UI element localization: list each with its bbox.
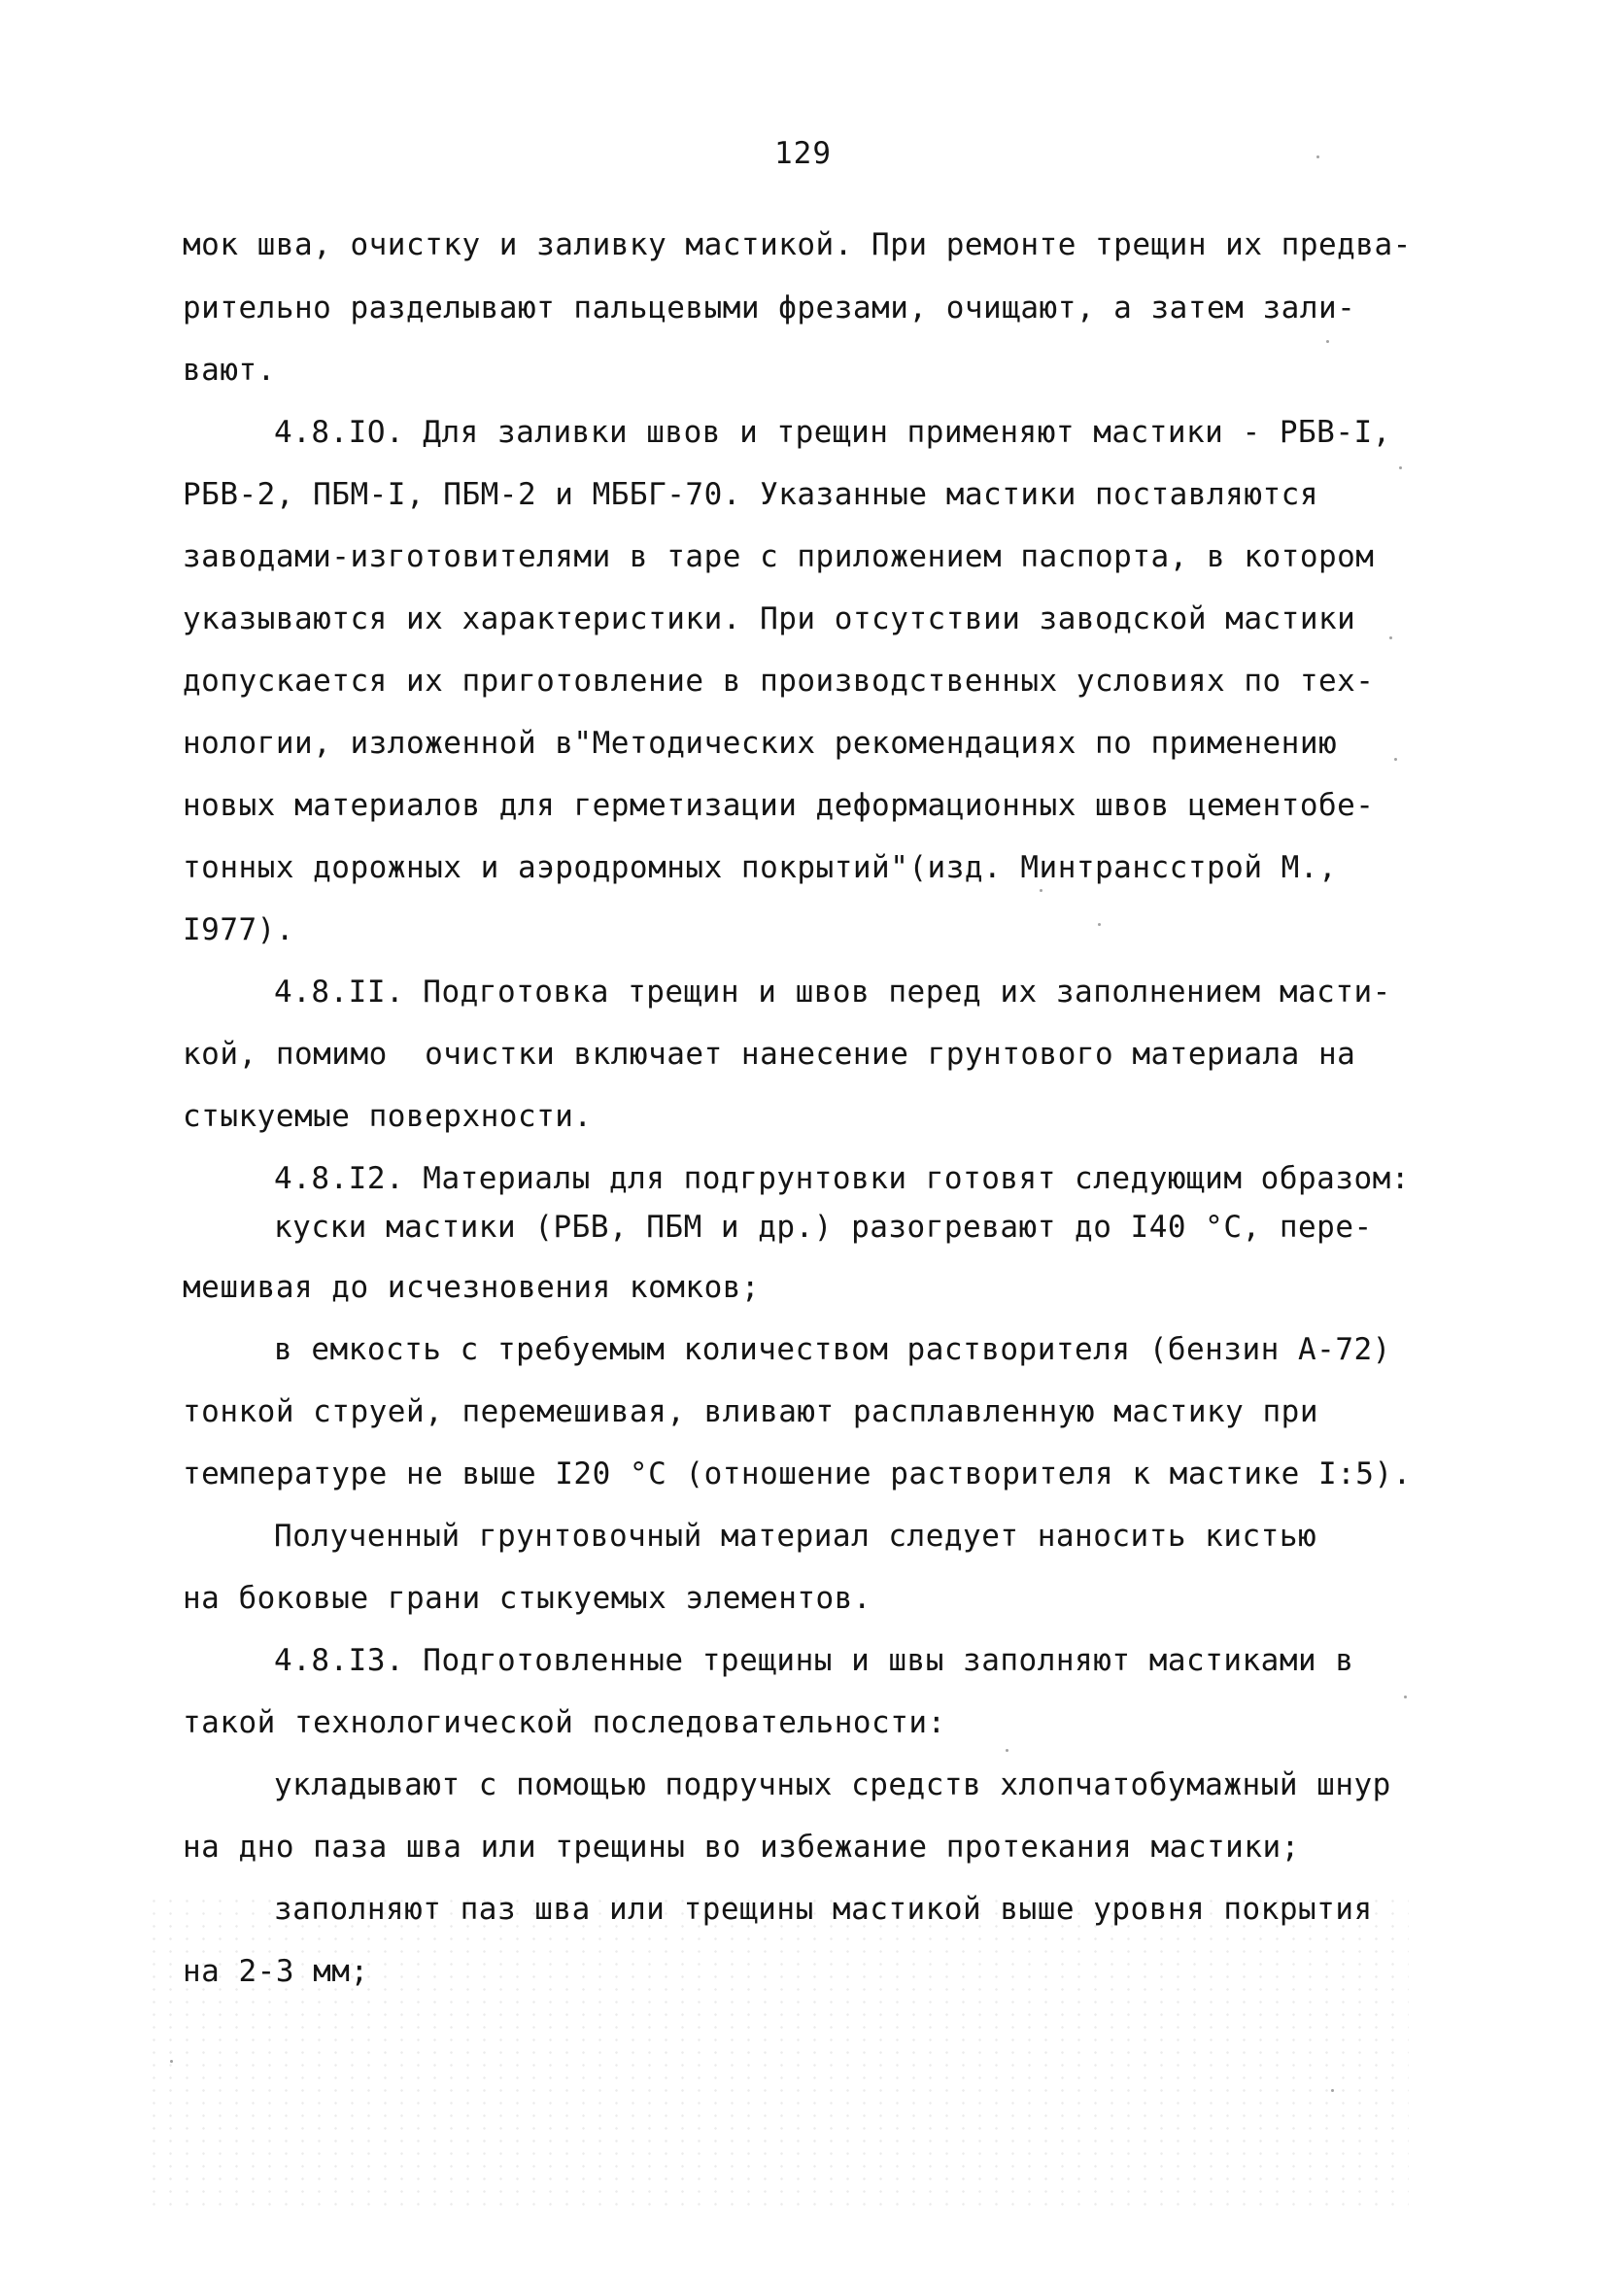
text-line: в емкость с требуемым количеством растворителя (бензин А-72) xyxy=(274,1332,1391,1367)
section-4-8-11-heading: 4.8.II. Подготовка трещин и швов перед их заполнением масти- xyxy=(274,975,1391,1010)
scan-speck xyxy=(1006,1749,1008,1752)
text-line: I977). xyxy=(183,912,294,947)
text-line: тонных дорожных и аэродромных покрытий"(изд. Минтрансстрой М., xyxy=(183,850,1338,885)
scan-speck xyxy=(1331,2089,1334,2092)
scan-speck xyxy=(1098,923,1101,926)
text-line: мешивая до исчезновения комков; xyxy=(183,1270,761,1305)
text-line: кой, помимо очистки включает нанесение грунтового материала на xyxy=(183,1037,1356,1072)
text-line: такой технологической последовательности: xyxy=(183,1705,946,1740)
text-line: на 2-3 мм; xyxy=(183,1954,369,1989)
text-line: укладывают с помощью подручных средств хлопчатобумажный шнур xyxy=(274,1767,1391,1802)
text-line: на боковые грани стыкуемых элементов. xyxy=(183,1581,872,1616)
scan-speck xyxy=(1399,466,1402,469)
text-line: допускается их приготовление в производственных условиях по тех- xyxy=(183,664,1375,699)
text-line: заполняют паз шва или трещины мастикой выше уровня покрытия xyxy=(274,1892,1373,1927)
scan-speck xyxy=(1040,889,1042,892)
text-line: новых материалов для герметизации деформационных швов цементобе- xyxy=(183,788,1375,823)
text-line: заводами-изготовителями в таре с приложением паспорта, в котором xyxy=(183,539,1375,574)
scan-speck xyxy=(1404,1696,1407,1698)
page-number: 129 xyxy=(774,136,832,171)
text-line: мок шва, очистку и заливку мастикой. При ремонте трещин их предва- xyxy=(183,227,1412,262)
text-line: тонкой струей, перемешивая, вливают расплавленную мастику при xyxy=(183,1394,1318,1429)
text-line: нологии, изложенной в"Методических рекомендациях по применению xyxy=(183,726,1338,761)
section-4-8-10-heading: 4.8.IO. Для заливки швов и трещин применяют мастики - РБВ-I, xyxy=(274,415,1391,450)
scan-speck xyxy=(1326,340,1329,343)
section-4-8-13-heading: 4.8.I3. Подготовленные трещины и швы заполняют мастиками в xyxy=(274,1643,1354,1678)
scan-speck xyxy=(1389,636,1392,639)
scan-speck xyxy=(170,2060,173,2063)
text-line: стыкуемые поверхности. xyxy=(183,1099,593,1134)
scan-noise xyxy=(146,1895,1409,2206)
scan-speck xyxy=(1316,155,1319,158)
text-line: указываются их характеристики. При отсутствии заводской мастики xyxy=(183,601,1356,636)
text-line: температуре не выше I20 °С (отношение растворителя к мастике I:5). xyxy=(183,1456,1412,1491)
text-line: рительно разделывают пальцевыми фрезами, очищают, а затем зали- xyxy=(183,291,1356,326)
text-line: Полученный грунтовочный материал следует наносить кистью xyxy=(274,1519,1317,1554)
section-4-8-12-heading: 4.8.I2. Материалы для подгрунтовки готовят следующим образом: xyxy=(274,1161,1410,1196)
scan-speck xyxy=(1394,758,1397,761)
text-line: РБВ-2, ПБМ-I, ПБМ-2 и МББГ-70. Указанные мастики поставляются xyxy=(183,477,1318,512)
text-line: на дно паза шва или трещины во избежание протекания мастики; xyxy=(183,1830,1300,1865)
text-line: куски мастики (РБВ, ПБМ и др.) разогревают до I40 °С, пере- xyxy=(274,1210,1373,1245)
text-line: вают. xyxy=(183,353,276,388)
